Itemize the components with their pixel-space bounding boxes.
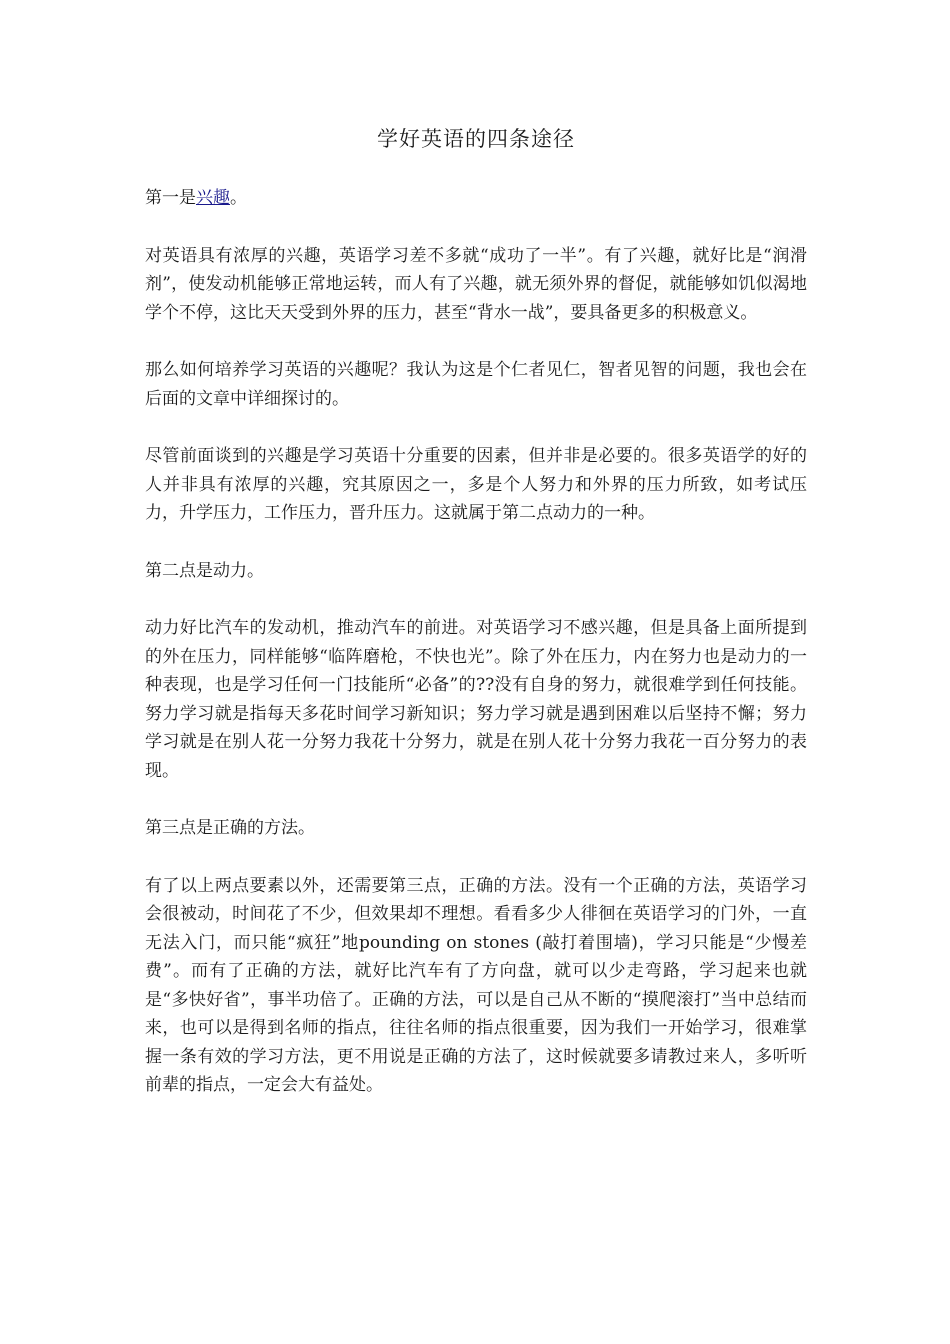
paragraph-cultivate-interest: 那么如何培养学习英语的兴趣呢？我认为这是个仁者见仁，智者见智的问题，我也会在后面的文章中详细探讨的。 xyxy=(145,360,807,409)
document-page xyxy=(145,124,807,1129)
paragraph-method: 有了以上两点要素以外，还需要第三点，正确的方法。没有一个正确的方法，英语学习会很被动，时间花了不少，但效果却不理想。看看多少人徘徊在英语学习的门外，一直无法入门，而只能“疯狂”地pounding on stones (敲打着围墙)，学习只能是“少慢差费”。而有了正确的方法，就好比汽车有了方向盘，就可以少走弯路，学习起来也就是“多快好省”，事半功倍了。正确的方法，可以是自己从不断的“摸爬滚打”当中总结而来，也可以是得到名师的指点，往往名师的指点很重要，因为我们一开始学习，很难掌握一条有效的学习方法，更不用说是正确的方法了，这时候就要多请教过来人，多听听前辈的指点，一定会大有益处。 xyxy=(145,875,807,1095)
paragraph-interest: 对英语具有浓厚的兴趣，英语学习差不多就“成功了一半”。有了兴趣，就好比是“润滑剂”，使发动机能够正常地运转，而人有了兴趣，就无须外界的督促，就能够如饥似渴地学个不停，这比天天受到外界的压力，甚至“背水一战”，要具备更多的积极意义。 xyxy=(145,245,807,323)
paragraph-second-point: 第二点是动力。 xyxy=(145,560,264,581)
paragraph-first-point-suffix: 。 xyxy=(230,188,247,208)
document-title: 学好英语的四条途径 xyxy=(377,127,575,151)
paragraph-motivation: 动力好比汽车的发动机，推动汽车的前进。对英语学习不感兴趣，但是具备上面所提到的外在压力，同样能够“临阵磨枪，不快也光”。除了外在压力，内在努力也是动力的一种表现，也是学习任何一门技能所“必备”的??没有自身的努力，就很难学到任何技能。努力学习就是指每天多花时间学习新知识；努力学习就是遇到困难以后坚持不懈；努力学习就是在别人花一分努力我花十分努力，就是在别人花十分努力我花一百分努力的表现。 xyxy=(145,618,807,781)
paragraph-first-point-prefix: 第一是 xyxy=(145,188,196,208)
paragraph-pressure: 尽管前面谈到的兴趣是学习英语十分重要的因素，但并非是必要的。很多英语学的好的人并非具有浓厚的兴趣，究其原因之一，多是个人努力和外界的压力所致，如考试压力，升学压力，工作压力，晋升压力。这就属于第二点动力的一种。 xyxy=(145,446,807,523)
paragraph-third-point: 第三点是正确的方法。 xyxy=(145,818,315,838)
interest-link[interactable]: 兴趣 xyxy=(196,188,230,208)
paragraph-first-point xyxy=(145,184,807,213)
